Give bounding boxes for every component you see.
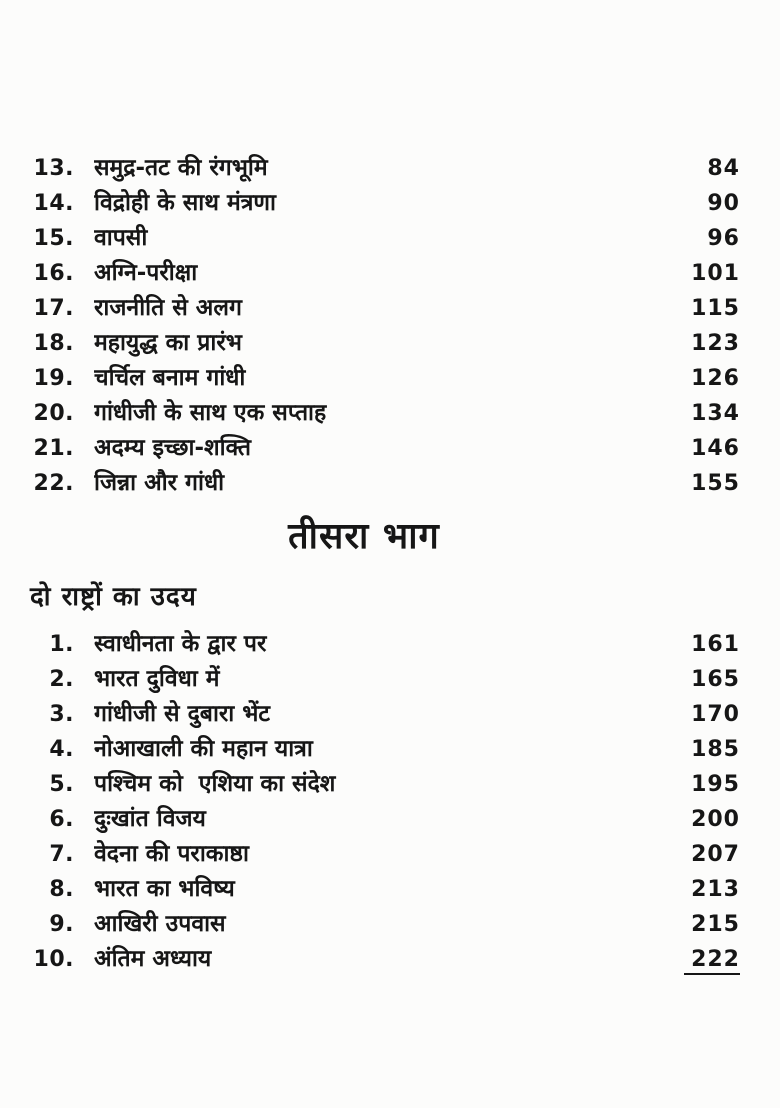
item-number: 21. (33, 436, 74, 461)
item-title: वापसी (94, 225, 148, 251)
item-title: अदम्य इच्छा-शक्ति (94, 435, 252, 461)
item-title: स्वाधीनता के द्वार पर (94, 631, 267, 657)
item-number: 17. (33, 296, 74, 321)
toc-row (28, 766, 740, 801)
item-number: 16. (33, 261, 74, 286)
toc-row (28, 150, 740, 185)
item-page-number: 207 (691, 842, 740, 867)
item-title: भारत का भविष्य (94, 876, 235, 902)
item-title: समुद्र-तट की रंगभूमि (94, 155, 268, 181)
toc-row (28, 360, 740, 395)
item-title: वेदना की पराकाष्ठा (94, 841, 249, 867)
toc-row (28, 731, 740, 766)
item-title: महायुद्ध का प्रारंभ (94, 330, 242, 356)
item-page-number: 195 (691, 772, 740, 797)
item-number: 20. (33, 401, 74, 426)
item-page-number: 200 (691, 807, 740, 832)
item-page-number: 165 (691, 667, 740, 692)
toc-row (28, 871, 740, 906)
toc-row (28, 801, 740, 836)
toc-row (28, 395, 740, 430)
part-heading: तीसरा भाग (288, 516, 440, 557)
item-page-number: 170 (691, 702, 740, 727)
item-title: जिन्ना और गांधी (94, 470, 225, 496)
item-title: राजनीति से अलग (94, 295, 242, 321)
toc-row (28, 325, 740, 360)
item-page-number: 146 (691, 436, 740, 461)
item-title: गांधीजी से दुबारा भेंट (94, 701, 271, 727)
item-number: 9. (49, 912, 74, 937)
item-page-number: 126 (691, 366, 740, 391)
toc-row (28, 220, 740, 255)
item-title: नोआखाली की महान यात्रा (94, 736, 313, 762)
toc-row (28, 465, 740, 500)
toc-row (28, 255, 740, 290)
toc-row (28, 290, 740, 325)
item-page-number: 161 (691, 632, 740, 657)
item-number: 14. (33, 191, 74, 216)
item-page-number: 101 (691, 261, 740, 286)
item-number: 8. (49, 877, 74, 902)
item-number: 3. (49, 702, 74, 727)
item-page-number: 215 (691, 912, 740, 937)
item-number: 22. (33, 471, 74, 496)
item-page-number: 90 (707, 191, 740, 216)
item-page-number: 123 (691, 331, 740, 356)
item-title: पश्चिम को एशिया का संदेश (94, 771, 336, 797)
item-number: 18. (33, 331, 74, 356)
toc-row (28, 626, 740, 661)
toc-row (28, 906, 740, 941)
item-number: 7. (49, 842, 74, 867)
item-number: 10. (33, 947, 74, 972)
item-title: दुःखांत विजय (94, 806, 206, 832)
toc-row (28, 661, 740, 696)
item-number: 1. (49, 632, 74, 657)
item-title: अंतिम अध्याय (94, 946, 212, 972)
item-number: 19. (33, 366, 74, 391)
item-title: आखिरी उपवास (94, 911, 226, 937)
item-title: गांधीजी के साथ एक सप्ताह (94, 400, 327, 426)
item-title: अग्नि-परीक्षा (94, 260, 198, 286)
item-number: 13. (33, 156, 74, 181)
item-number: 4. (49, 737, 74, 762)
toc-row (28, 696, 740, 731)
part2-chapter-list (28, 150, 740, 500)
item-page-number: 115 (691, 296, 740, 321)
item-number: 15. (33, 226, 74, 251)
toc-row (28, 430, 740, 465)
section-heading: दो राष्ट्रों का उदय (30, 582, 197, 612)
item-page-number: 213 (691, 877, 740, 902)
item-page-number: 155 (691, 471, 740, 496)
item-page-number: 84 (707, 156, 740, 181)
item-page-number: 134 (691, 401, 740, 426)
item-title: विद्रोही के साथ मंत्रणा (94, 190, 277, 216)
toc-row (28, 941, 740, 976)
item-title: भारत दुविधा में (94, 666, 220, 692)
item-page-number: 96 (707, 226, 740, 251)
item-page-number: 222 (684, 947, 740, 975)
part3-chapter-list (28, 626, 740, 976)
item-title: चर्चिल बनाम गांधी (94, 365, 246, 391)
toc-row (28, 836, 740, 871)
item-number: 6. (49, 807, 74, 832)
item-number: 2. (49, 667, 74, 692)
toc-row (28, 185, 740, 220)
item-page-number: 185 (691, 737, 740, 762)
item-number: 5. (49, 772, 74, 797)
